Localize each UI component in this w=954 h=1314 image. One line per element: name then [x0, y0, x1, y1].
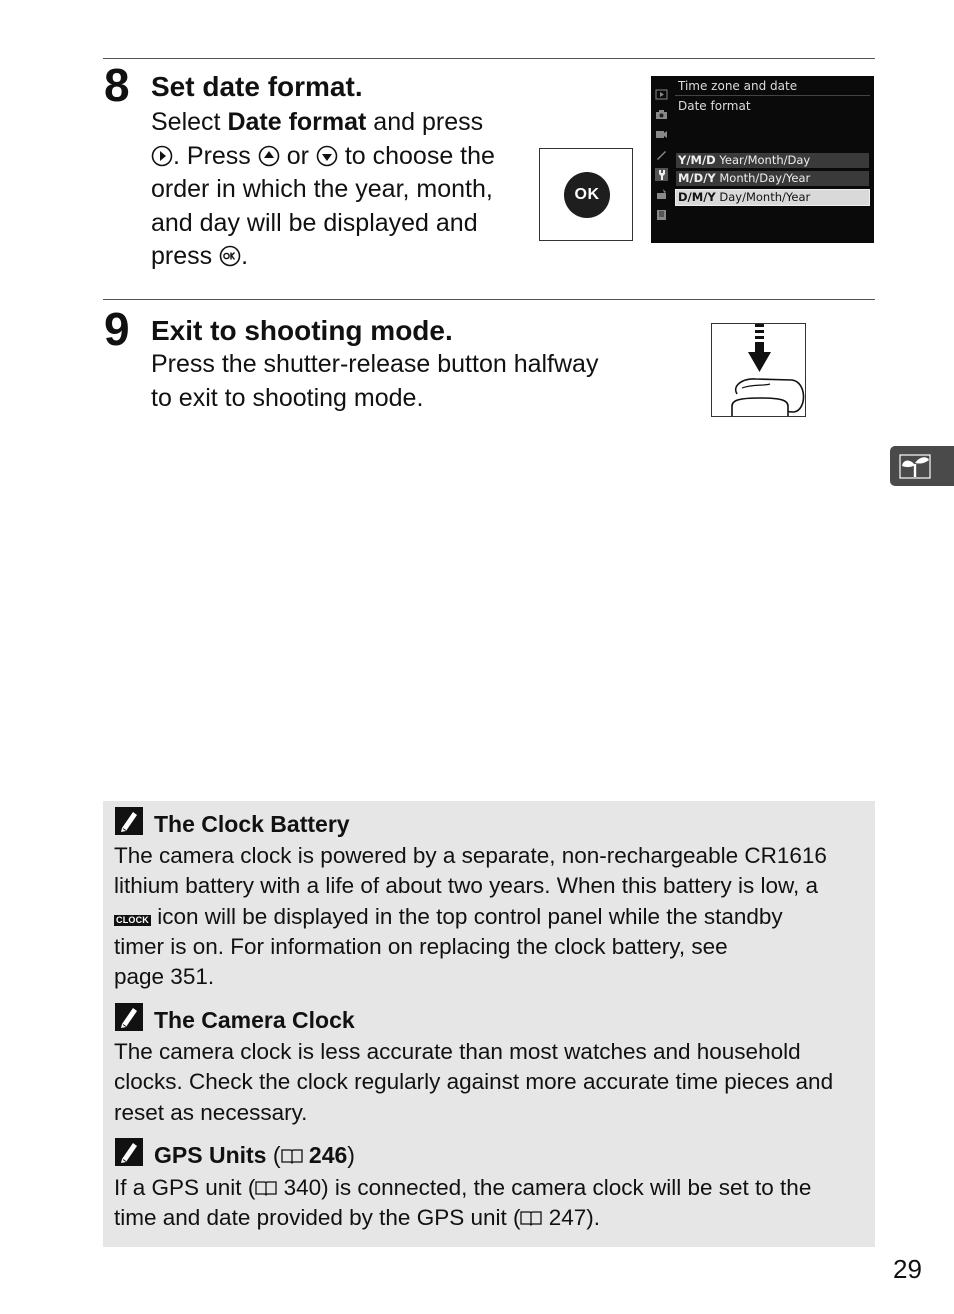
- option-day-month-year[interactable]: D/M/Y Day/Month/Year: [676, 190, 869, 205]
- camera-menu-icon: [655, 108, 668, 121]
- book-reference-icon: [520, 1209, 542, 1227]
- option-year-month-day[interactable]: Y/M/D Year/Month/Day: [676, 153, 869, 168]
- step-8-title: Set date format.: [151, 71, 363, 102]
- clock-battery-indicator-icon: CLOCK: [116, 914, 149, 925]
- clock-battery-body: The camera clock is powered by a separate, non-rechargeable CR1616 lithium battery with a life of about two years. When this battery is low, a CLOCK icon will be displayed in the top control panel while the standby timer is on. For information on replacing the clock battery, see page 351.: [114, 843, 827, 990]
- note-pencil-icon: [115, 1138, 143, 1166]
- step-9-body: Press the shutter-release button halfway to exit to shooting mode.: [151, 350, 599, 412]
- notes-panel: [103, 801, 875, 1247]
- my-menu-icon: [655, 208, 668, 221]
- first-steps-sprout-icon: [899, 452, 933, 480]
- multi-selector-right-icon: [151, 145, 173, 167]
- screen-subtitle: Date format: [678, 99, 751, 113]
- screen-divider: [675, 95, 870, 96]
- gps-page-link[interactable]: 246: [308, 1142, 348, 1168]
- top-rule: [103, 58, 875, 59]
- camera-clock-body: The camera clock is less accurate than most watches and household clocks. Check the clock regularly against more accurate time pieces and reset as necessary.: [114, 1039, 834, 1125]
- step-8-number: 8: [104, 59, 130, 111]
- multi-selector-down-icon: [316, 145, 338, 167]
- setup-menu-wrench-icon: [655, 168, 668, 181]
- clock-battery-title: The Clock Battery: [154, 811, 350, 837]
- playback-menu-icon: [655, 88, 668, 101]
- shutter-release-illustration: [711, 323, 806, 417]
- ok-button-icon: [219, 245, 241, 267]
- book-reference-icon: [281, 1147, 303, 1165]
- menu-sidebar: [651, 84, 672, 234]
- ok-button-illustration: [539, 148, 633, 241]
- gps-units-body: If a GPS unit ( 340) is connected, the camera clock will be set to the time and date provided by the GPS unit ( 247).: [114, 1175, 812, 1231]
- camera-clock-title: The Camera Clock: [154, 1007, 355, 1033]
- step-9-number: 9: [104, 303, 130, 355]
- camera-monitor-screen: [651, 76, 874, 243]
- step-9-title: Exit to shooting mode.: [151, 315, 453, 346]
- retouch-menu-icon: [655, 188, 668, 201]
- chapter-tab[interactable]: [890, 446, 954, 486]
- finger-press-icon: [712, 324, 805, 416]
- note-pencil-icon: [115, 1003, 143, 1031]
- gps-units-title: GPS Units ( 246): [154, 1142, 355, 1168]
- step-8-body: Select Date format and press . Press or to choose the order in which the year, month, and day will be displayed and press .: [151, 108, 495, 270]
- movie-menu-icon: [655, 128, 668, 141]
- middle-rule: [103, 299, 875, 300]
- custom-settings-pencil-icon: [655, 148, 668, 161]
- date-format-term: Date format: [227, 108, 367, 136]
- page-number: 29: [893, 1254, 922, 1284]
- option-month-day-year[interactable]: M/D/Y Month/Day/Year: [676, 171, 869, 186]
- multi-selector-up-icon: [258, 145, 280, 167]
- screen-title: Time zone and date: [678, 79, 798, 93]
- note-pencil-icon: [115, 807, 143, 835]
- book-reference-icon: [255, 1179, 277, 1197]
- ok-button-label: OK: [564, 172, 610, 218]
